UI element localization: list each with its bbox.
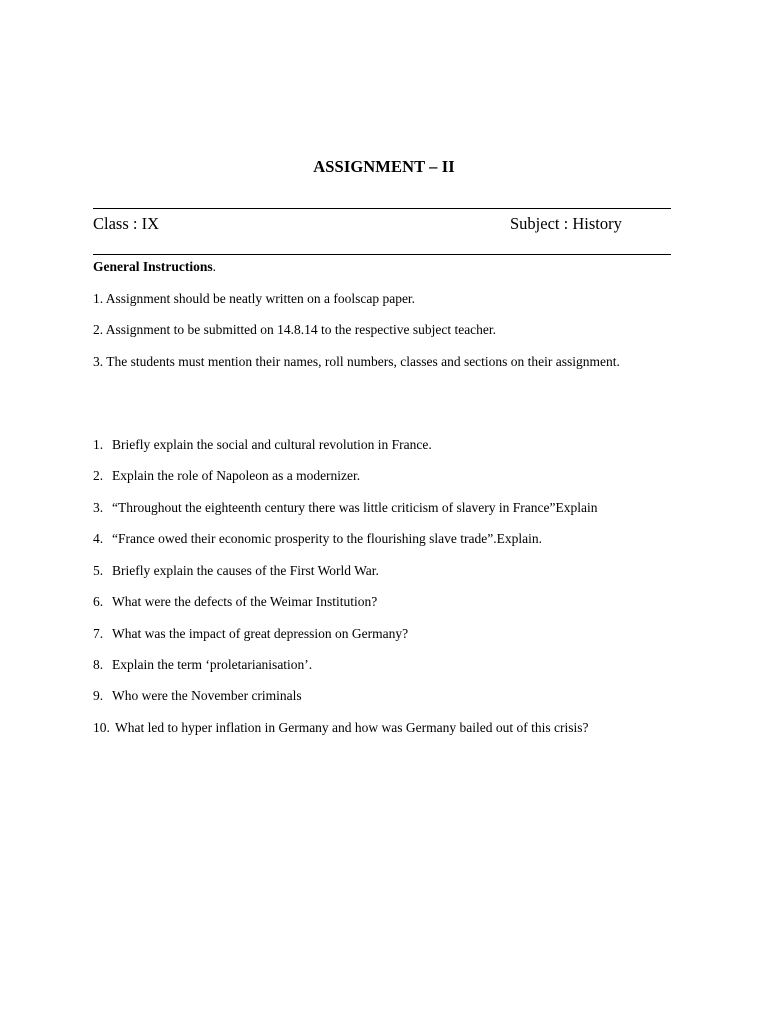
question-text: Briefly explain the social and cultural revolution in France. [112, 437, 432, 452]
question-item [93, 466, 360, 485]
question-number: 3. [93, 500, 104, 515]
question-item [93, 655, 312, 674]
general-instructions-heading-suffix: . [212, 259, 216, 274]
question-number: 4. [93, 531, 104, 546]
question-text: Explain the term ‘proletarianisation’. [112, 657, 313, 672]
question-item [93, 592, 377, 611]
question-text: “Throughout the eighteenth century there was little criticism of slavery in France”Explain [112, 500, 598, 515]
question-number: 7. [93, 626, 104, 641]
question-item [93, 624, 408, 643]
question-number: 5. [93, 563, 104, 578]
question-number: 2. [93, 468, 104, 483]
bottom-divider [93, 254, 671, 255]
question-text: Briefly explain the causes of the First World War. [112, 563, 379, 578]
question-number: 1. [93, 437, 104, 452]
question-text: Explain the role of Napoleon as a modernizer. [112, 468, 361, 483]
general-instructions-heading-text: General Instructions [93, 259, 213, 274]
instruction-item-3: 3. The students must mention their names, roll numbers, classes and sections on their assignment. [93, 354, 620, 369]
document-title: ASSIGNMENT – II [313, 157, 455, 176]
question-number: 9. [93, 688, 104, 703]
question-text: What was the impact of great depression on Germany? [112, 626, 409, 641]
question-text: What were the defects of the Weimar Institution? [112, 594, 378, 609]
question-text: What led to hyper inflation in Germany and how was Germany bailed out of this crisis? [115, 720, 589, 735]
general-instructions-heading [93, 259, 216, 275]
question-text: “France owed their economic prosperity to the flourishing slave trade”.Explain. [112, 531, 542, 546]
top-divider [93, 208, 671, 209]
question-number: 6. [93, 594, 104, 609]
question-item [93, 529, 542, 548]
subject-label: Subject : History [510, 214, 622, 233]
question-text: Who were the November criminals [112, 688, 302, 703]
instruction-item-2: 2. Assignment to be submitted on 14.8.14 to the respective subject teacher. [93, 322, 497, 337]
question-item [93, 686, 302, 705]
question-item [93, 718, 589, 737]
question-number: 10. [93, 720, 110, 735]
class-label: Class : IX [93, 214, 159, 233]
question-item [93, 435, 432, 454]
question-number: 8. [93, 657, 104, 672]
question-item [93, 561, 379, 580]
instruction-item-1: 1. Assignment should be neatly written on a foolscap paper. [93, 291, 416, 306]
question-item [93, 498, 597, 517]
